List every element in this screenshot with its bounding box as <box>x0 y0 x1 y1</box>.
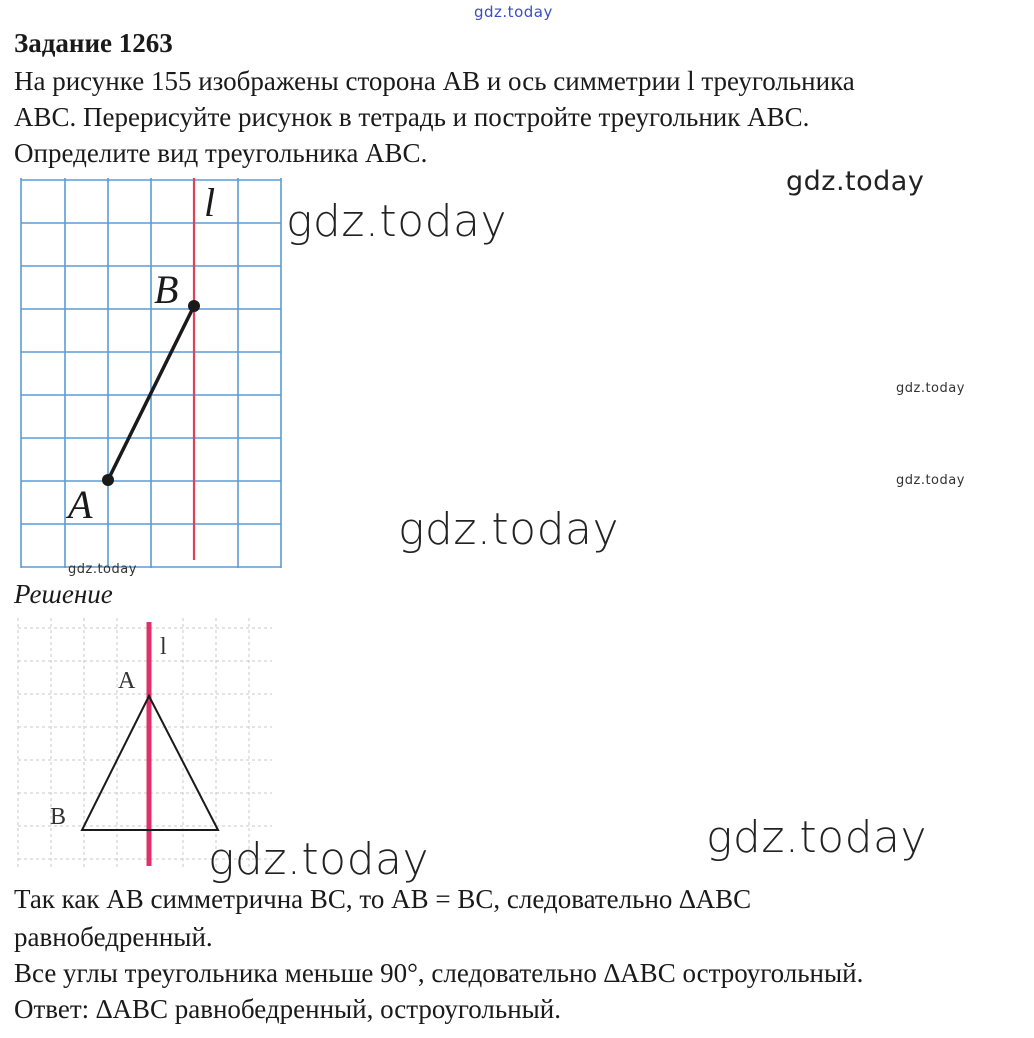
task-line-2: АВС. Перерисуйте рисунок в тетрадь и постройте треугольник АВС. <box>14 102 810 132</box>
axis-label-l: l <box>204 180 216 225</box>
figure-155 <box>16 178 286 574</box>
solution-point-a-label: A <box>118 668 136 694</box>
point-a-dot <box>102 474 114 486</box>
task-line-3: Определите вид треугольника АВС. <box>14 138 428 168</box>
solution-axis-label: l <box>160 634 167 660</box>
explanation-line-2: равнобедренный. <box>14 922 213 952</box>
solution-heading: Решение <box>14 579 113 609</box>
task-title: Задание 1263 <box>14 28 173 58</box>
watermark-big-4: gdz.today <box>208 834 430 885</box>
solution-point-b-label: B <box>50 804 67 830</box>
grid <box>21 178 281 568</box>
task-line-1: На рисунке 155 изображены сторона АВ и ось симметрии l треугольника <box>14 66 855 96</box>
point-a-label: A <box>68 482 93 527</box>
answer-line: Ответ: ∆АВС равнобедренный, остроугольный. <box>14 994 561 1024</box>
watermark-small-3: gdz.today <box>68 562 137 577</box>
watermark-big-1: gdz.today <box>286 196 508 247</box>
watermark-small-2: gdz.today <box>896 473 965 488</box>
watermark-mid: gdz.today <box>786 166 925 197</box>
watermark-small-1: gdz.today <box>896 381 965 396</box>
point-b-dot <box>188 300 200 312</box>
watermark-top: gdz.today <box>474 3 553 21</box>
watermark-big-3: gdz.today <box>706 812 928 863</box>
explanation-line-1: Так как АВ симметрична ВС, то АВ = ВС, следовательно ∆АВС <box>14 884 752 914</box>
watermark-big-2: gdz.today <box>398 504 620 555</box>
explanation-line-3: Все углы треугольника меньше 90°, следовательно ∆АВС остроугольный. <box>14 958 864 988</box>
point-b-label: B <box>154 267 179 312</box>
